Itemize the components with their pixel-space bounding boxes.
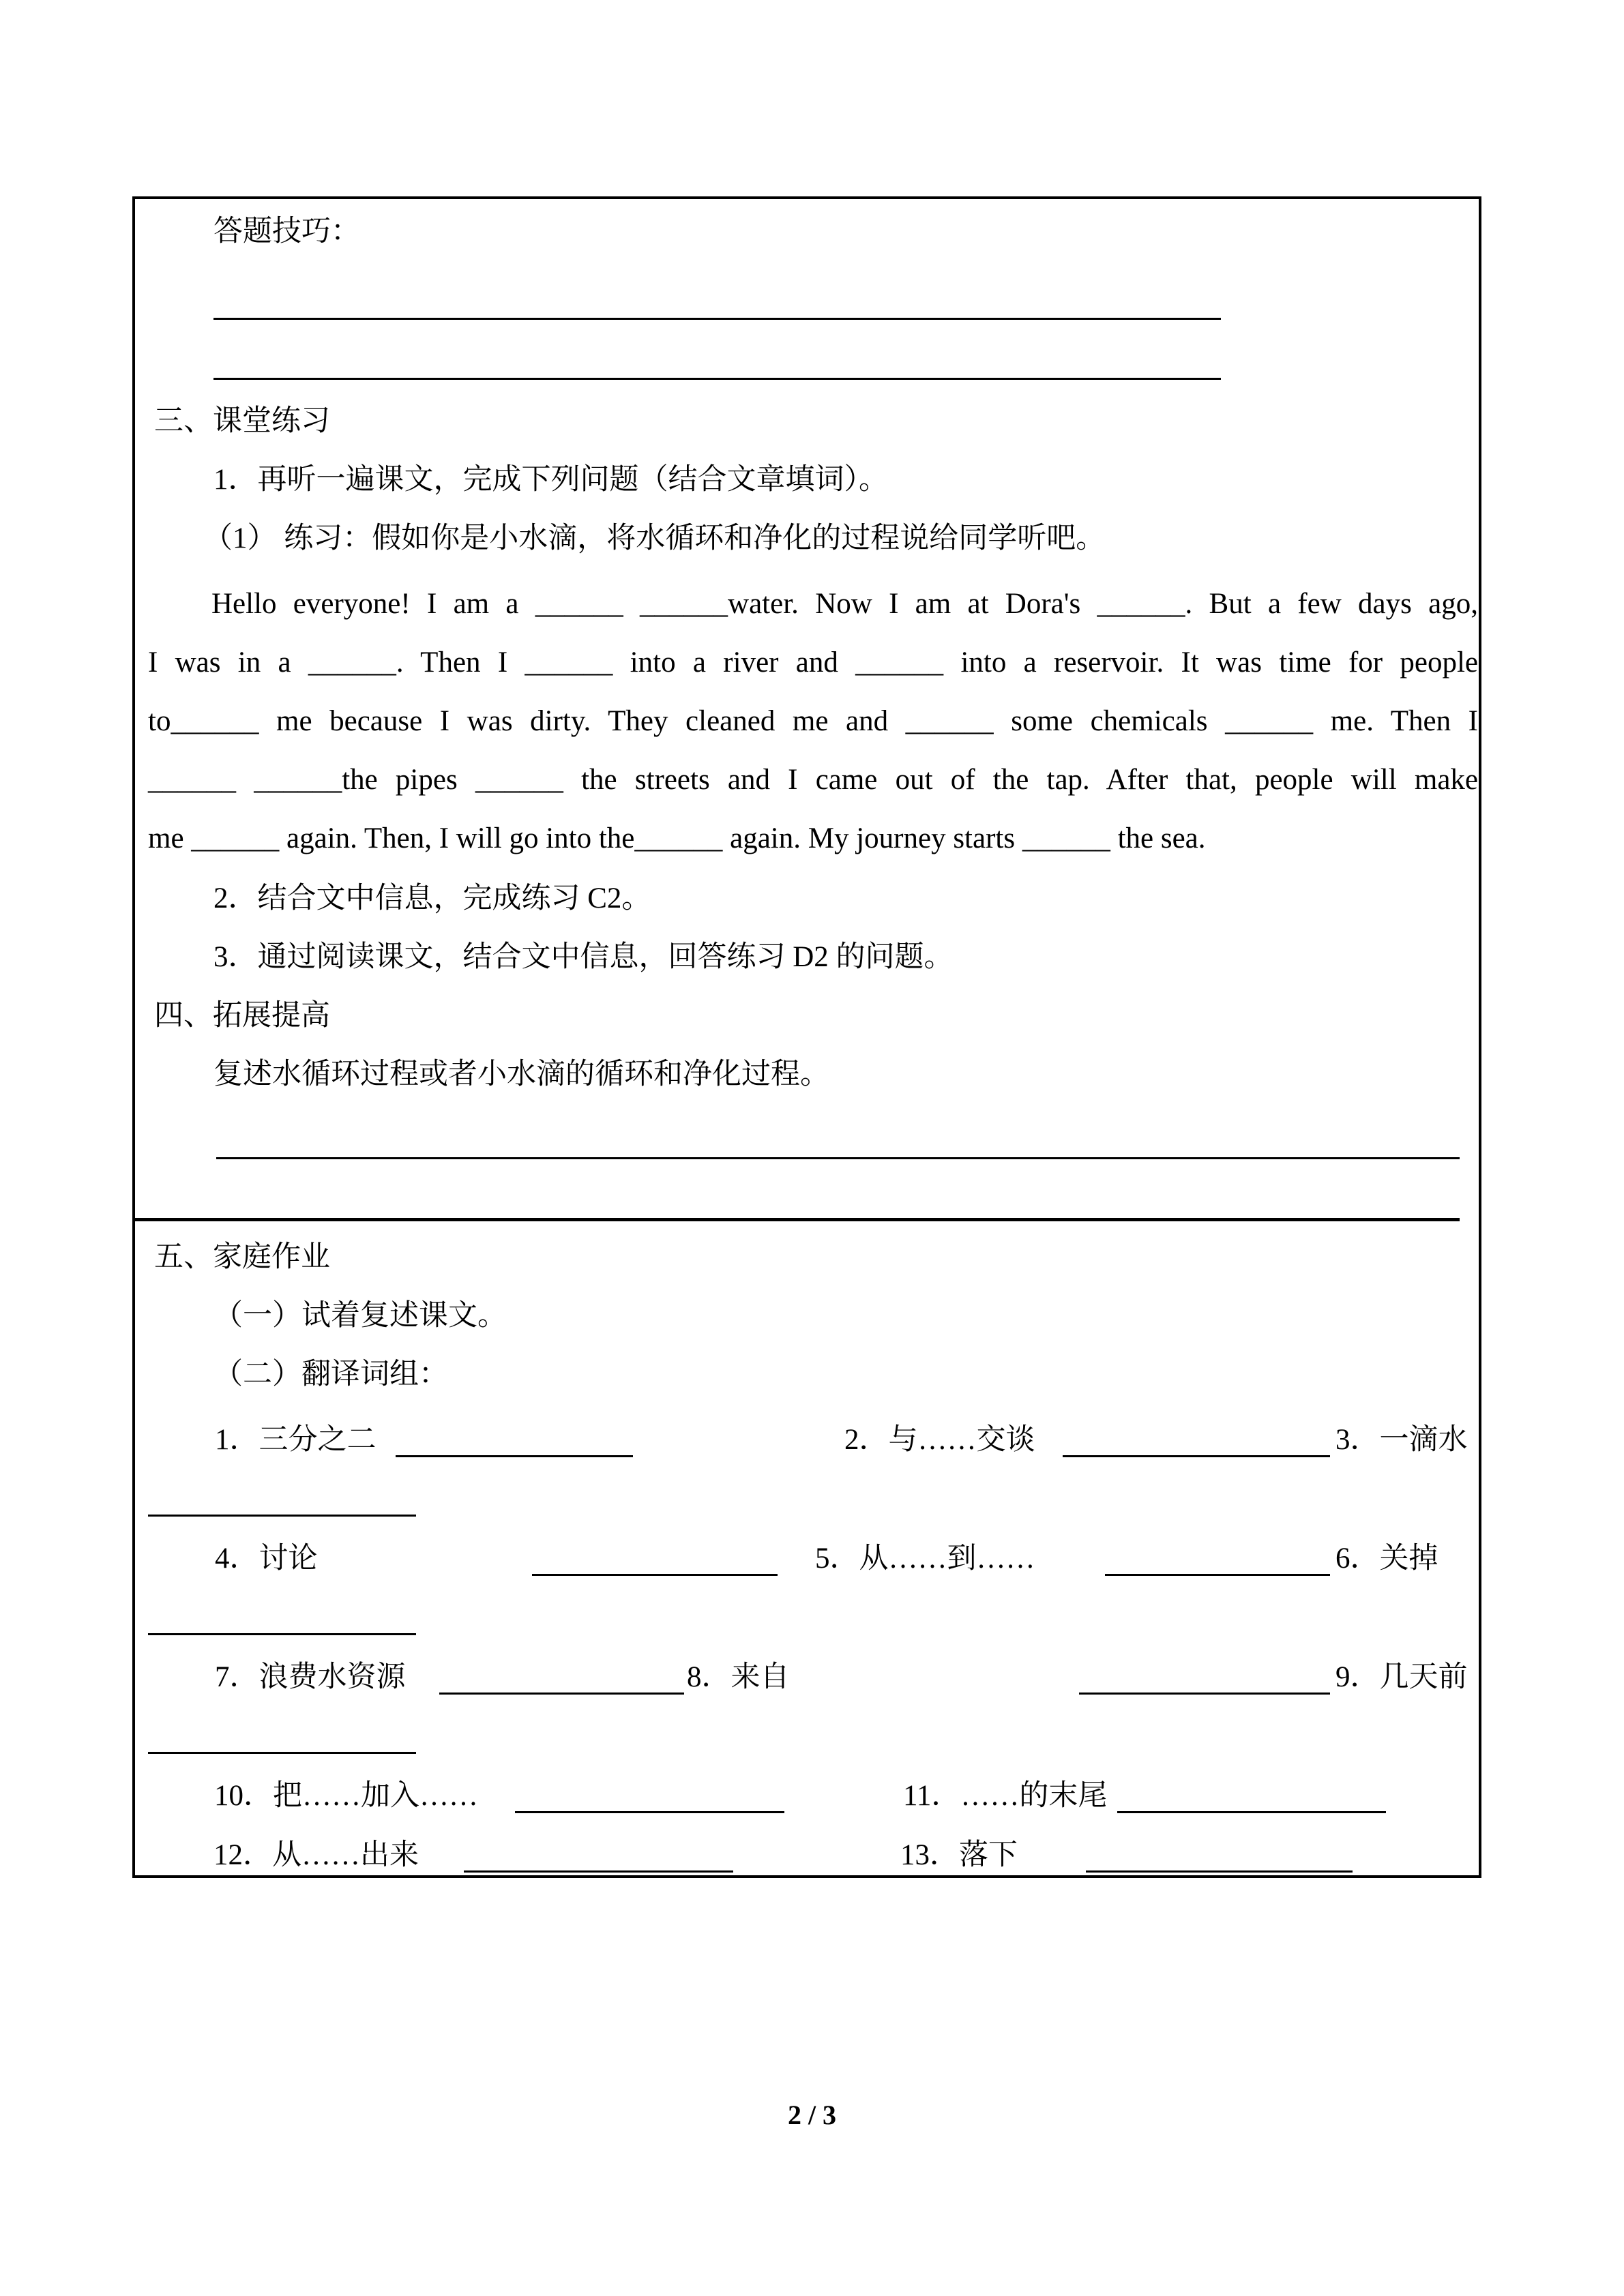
section-heading-classroom: 三、课堂练习 bbox=[154, 405, 330, 437]
phrase-3-blank bbox=[148, 1515, 416, 1517]
passage-line-2: I was in a ______. Then I ______ into a river and ______ into a reservoir. It was time for people bbox=[148, 646, 1478, 679]
phrase-3: 3．一滴水 bbox=[1335, 1424, 1468, 1456]
fill-in-passage bbox=[148, 575, 1478, 868]
passage-line-4: ______ ______the pipes ______ the streets and I came out of the tap. After that, people will make bbox=[148, 764, 1478, 796]
answer-line bbox=[213, 318, 1221, 320]
phrase-5: 5．从……到…… bbox=[815, 1542, 1035, 1575]
phrase-1-blank bbox=[396, 1455, 633, 1457]
classroom-item-2: 2．结合文中信息，完成练习 C2。 bbox=[213, 882, 651, 914]
phrase-7: 7．浪费水资源 bbox=[215, 1661, 406, 1693]
answer-line bbox=[134, 1218, 1460, 1221]
classroom-item-1-sub: （1） 练习：假如你是小水滴，将水循环和净化的过程说给同学听吧。 bbox=[203, 522, 1106, 554]
section-heading-extension: 四、拓展提高 bbox=[154, 1000, 330, 1032]
phrase-11: 11．……的末尾 bbox=[903, 1780, 1108, 1812]
phrase-13-blank bbox=[1086, 1870, 1353, 1873]
phrase-10: 10．把……加入…… bbox=[214, 1780, 478, 1812]
phrase-8-blank bbox=[1079, 1693, 1330, 1695]
phrase-4: 4．讨论 bbox=[215, 1542, 318, 1575]
passage-line-1: Hello everyone! I am a ______ ______water. Now I am at Dora's ______. But a few days ago, bbox=[211, 588, 1478, 620]
section-heading-homework: 五、家庭作业 bbox=[154, 1241, 330, 1273]
classroom-item-1: 1．再听一遍课文，完成下列问题（结合文章填词）。 bbox=[213, 464, 888, 496]
phrase-9: 9．几天前 bbox=[1335, 1661, 1468, 1693]
content-box-border bbox=[132, 196, 1481, 1878]
phrase-6: 6．关掉 bbox=[1335, 1542, 1438, 1575]
passage-line-5: me ______ again. Then, I will go into the______ again. My journey starts ______ the sea. bbox=[148, 822, 1206, 854]
phrase-9-blank bbox=[148, 1752, 416, 1754]
homework-sub-1: （一）试着复述课文。 bbox=[213, 1300, 507, 1332]
phrase-10-blank bbox=[515, 1811, 784, 1813]
classroom-item-3: 3．通过阅读课文，结合文中信息，回答练习 D2 的问题。 bbox=[213, 941, 954, 973]
page-number: 2 / 3 bbox=[787, 2100, 837, 2130]
answer-line bbox=[216, 1157, 1460, 1159]
extension-task: 复述水循环过程或者小水滴的循环和净化过程。 bbox=[213, 1058, 829, 1090]
phrase-12: 12．从……出来 bbox=[213, 1839, 419, 1871]
phrase-7-blank bbox=[439, 1693, 684, 1695]
homework-sub-2: （二）翻译词组： bbox=[213, 1358, 448, 1390]
answer-tips-label: 答题技巧： bbox=[213, 215, 360, 248]
phrase-12-blank bbox=[464, 1870, 733, 1873]
phrase-1: 1．三分之二 bbox=[215, 1424, 377, 1456]
phrase-13: 13．落下 bbox=[900, 1839, 1018, 1871]
phrase-2: 2．与……交谈 bbox=[844, 1424, 1035, 1456]
phrase-4-blank bbox=[532, 1574, 778, 1576]
phrase-5-blank bbox=[1105, 1574, 1330, 1576]
phrase-11-blank bbox=[1117, 1811, 1386, 1813]
phrase-2-blank bbox=[1063, 1455, 1330, 1457]
phrase-6-blank bbox=[148, 1633, 416, 1635]
phrase-8: 8．来自 bbox=[687, 1661, 790, 1693]
answer-line bbox=[213, 378, 1221, 380]
passage-line-3: to______ me because I was dirty. They cleaned me and ______ some chemicals ______ me. Then I bbox=[148, 705, 1478, 737]
